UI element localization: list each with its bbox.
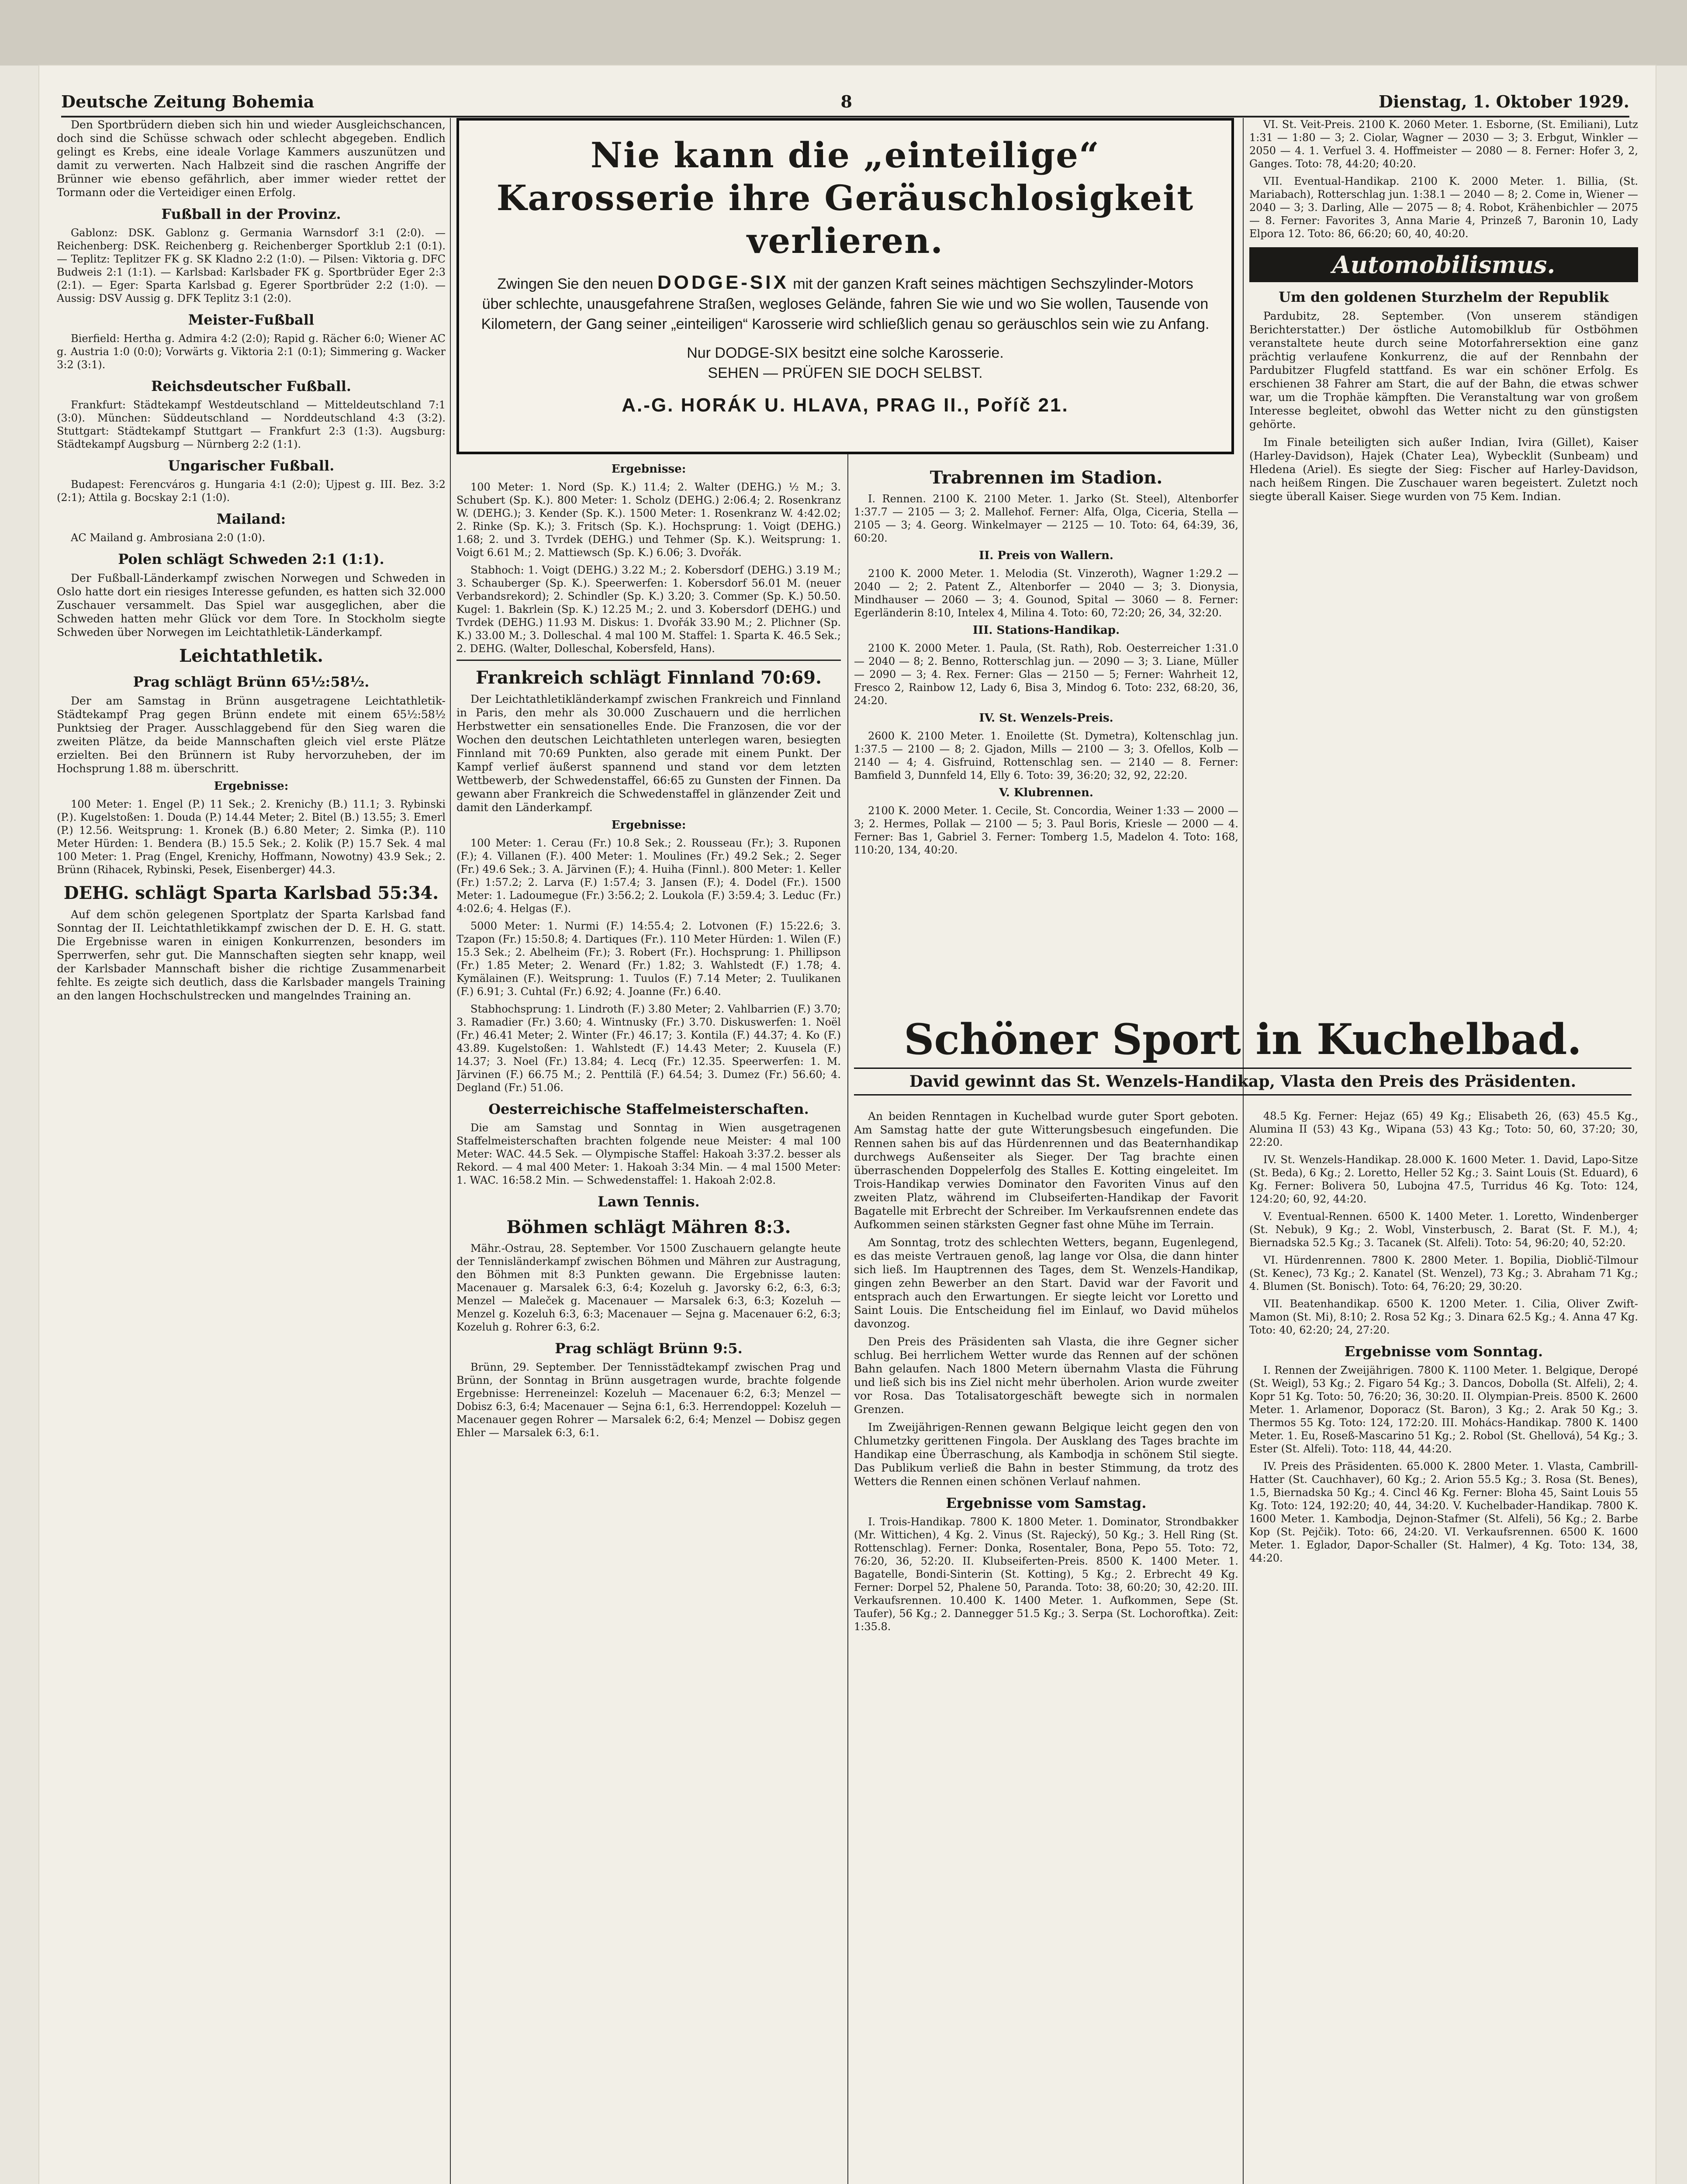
results-paragraph: VII. Eventual-Handikap. 2100 K. 2000 Meter. 1. Billia, (St. Mariabach), Rotterschlag jun. 1:38.1 — 2040 — 8; 2. Come in, Wiener — 2040 — 3; 3. Darling, Alle — 2075 — 8; 4. Robot, Krähenbichler — 2075 — 8. Ferner: Favorites 3, Anna Marie 4, Prinzeß 7, Baronin 10, Lady Elpora 12. Toto: 86, 66:20; 60, 40, 40:20. [1249, 175, 1638, 240]
results-paragraph: IV. St. Wenzels-Handikap. 28.000 K. 1600 Meter. 1. David, Lapo-Sitze (St. Beda), 6 Kg.; 2. Loretto, Heller 52 Kg.; 3. Saint Louis (St. Eduard), 6 Kg. Ferner: Bolivera 50, Lubojna 47.5, Turridus 46 Kg. Toto: 124, 124:20; 60, 92, 44:20. [1249, 1154, 1638, 1205]
article-paragraph: Der Leichtathletikländerkampf zwischen Frankreich und Finnland in Paris, den mehr als 30.000 Zuschauern und die herrlichen Herbstwetter ein sensationelles Ende. Die Franzosen, die vor der Wochen den deutschen Leichtathleten unterlegen waren, besiegten Finnland mit 70:69 Punkten, also gerade mit einem Punkt. Der Kampf verlief äußerst spannend und stand vor dem letzten Wettbewerb, der Schwedenstaffel, 66:65 zu Gunsten der Finnen. Da gewann aber Frankreich die Schwedenstaffel in glänzender Zeit und damit den Länderkampf. [456, 693, 841, 814]
issue-date: Dienstag, 1. Oktober 1929. [1378, 92, 1629, 111]
article-paragraph: Mähr.-Ostrau, 28. September. Vor 1500 Zuschauern gelangte heute der Tennisländerkampf zwischen Böhmen und Mähren zur Austragung, den Böhmen mit 8:3 Punkten gewann. Die Ergebnisse lauten: Macenauer g. Marsalek 6:3, 6:4; Kozeluh g. Javorsky 6:2, 6:3, 6:3; Menzel — Maleček g. Macenauer — Marsalek 6:3, 6:3; Kozeluh — Menzel g. Kozeluh 6:3, 6:3; Macenauer — Sejna g. Macenauer 6:2, 6:3; Kozeluh g. Rohrer 6:3, 6:2. [456, 1242, 841, 1333]
article-paragraph: Pardubitz, 28. September. (Von unserem ständigen Berichterstatter.) Der östliche Automobilklub für Ostböhmen veranstaltete heute durch seine Motorfahrersektion eine ganz prächtig verlaufene Konkurrenz, die auf der Rennbahn der Pardubitzer Flugfeld stattfand. Es war ein schöner Erfolg. Es erschienen 38 Fahrer am Start, die auf der Bahn, die etwas schwer war, um die Trophäe kämpften. Die Veranstaltung war von großem Interesse begleitet, obwohl das Wetter nicht zu den günstigsten gehörte. [1249, 310, 1638, 431]
ad-text: Zwingen Sie den neuen [497, 276, 653, 292]
dodge-advertisement [456, 118, 1234, 454]
column-2 [456, 461, 841, 2184]
article-headline: Oesterreichische Staffelmeisterschaften. [488, 1101, 809, 1117]
page-header [61, 85, 1629, 117]
article-paragraph: Den Preis des Präsidenten sah Vlasta, die ihre Gegner sicher schlug. Bei herrlichem Wetter wurde das Rennen auf der schönen Bahn gelaufen. Nach 1800 Metern übernahm Vlasta die Führung und ließ sich bis ins Ziel nicht mehr überholen. Arion wurde zweiter vor Rosa. Das Totalisatorgeschäft bewegte sich in normalen Grenzen. [854, 1335, 1238, 1416]
results-paragraph: 100 Meter: 1. Nord (Sp. K.) 11.4; 2. Walter (DEHG.) ½ M.; 3. Schubert (Sp. K.). 800 Meter: 1. Scholz (DEHG.) 2:06.4; 2. Rosenkranz W. (DEHG.); 3. Kender (Sp. K.). 1500 Meter: 1. Rosenkranz W. 4:42.02; 2. Rinke (Sp. K.); 3. Fritsch (Sp. K.). Hochsprung: 1. Voigt (DEHG.) 1.68; 2. und 3. Tvrdek (DEHG.) und Tehmer (Sp. K.). Weitsprung: 1. Voigt 6.61 M.; 2. Mattiewsch (Sp. K.) 6.06; 3. Dvořák. [456, 481, 841, 559]
results-paragraph: AC Mailand g. Ambrosiana 2:0 (1:0). [71, 532, 266, 544]
article-paragraph: Im Zweijährigen-Rennen gewann Belgique leicht gegen den von Chlumetzky gerittenen Fingola. Der Ausklang des Tages brachte im Handikap eine Überraschung, als Kambodja in schönem Stil siegte. Das Publikum verließ die Bahn in bester Stimmung, da trotz des Wetters die Rennen einen schönen Verlauf nahmen. [854, 1421, 1238, 1488]
section-heading: Leichtathletik. [179, 646, 324, 666]
column-4-bottom [1249, 1109, 1638, 2184]
results-paragraph: I. Rennen der Zweijährigen. 7800 K. 1100 Meter. 1. Belgique, Deropé (St. Weigl), 53 Kg.; 2. Figaro 54 Kg.; 3. Dancos, Dobolla (St. Alfeli), 2; 4. Kopr 51 Kg. Toto: 50, 76:20; 36, 30:20. II. Olympian-Preis. 8500 K. 2600 Meter. 1. Arlamenor, Doporacz (St. Baron), 3 Kg.; 2. Arak 50 Kg.; 3. Thermos 55 Kg. Toto: 124, 172:20. III. Mohács-Handikap. 7800 K. 1400 Meter. 1. Eu, Roseß-Mascarino 51 Kg.; 2. Robol (St. Ghellová), 54 Kg.; 3. Ester (St. Alfeli). Toto: 118, 44, 44:20. [1249, 1364, 1638, 1455]
page-number: 8 [840, 92, 852, 111]
results-label: Ergebnisse: [214, 780, 289, 793]
article-headline: DEHG. schlägt Sparta Karlsbad 55:34. [63, 883, 439, 903]
section-heading: Reichsdeutscher Fußball. [151, 378, 352, 394]
section-heading: Polen schlägt Schweden 2:1 (1:1). [118, 551, 384, 567]
article-headline: Prag schlägt Brünn 9:5. [555, 1340, 743, 1357]
race-heading: III. Stations-Handikap. [972, 624, 1120, 637]
section-banner: Automobilismus. [1249, 247, 1638, 282]
results-paragraph: Gablonz: DSK. Gablonz g. Germania Warnsdorf 3:1 (2:0). — Reichenberg: DSK. Reichenberg g. Reichenberger Sportklub 2:1 (0:1). — Teplitz: Teplitzer FK g. SK Kladno 2:2 (1:0). — Pilsen: Viktoria g. DFC Budweis 2:1 (1:1). — Karlsbad: Karlsbader FK g. Sportbrüder Eger 2:3 (2:1). — Eger: Sparta Karlsbad g. Egerer Sportbrüder 2:2 (1:0). — Aussig: DSV Aussig g. DFK Teplitz 3:1 (2:0). [57, 227, 446, 304]
results-paragraph: Budapest: Ferencváros g. Hungaria 4:1 (2:0); Ujpest g. III. Bez. 3:2 (2:1); Attila g. Bocskay 2:1 (1:0). [57, 478, 446, 504]
banner-subtitle: David gewinnt das St. Wenzels-Handikap, Vlasta den Preis des Präsidenten. [854, 1068, 1632, 1095]
results-paragraph: 100 Meter: 1. Engel (P.) 11 Sek.; 2. Krenichy (B.) 11.1; 3. Rybinski (P.). Kugelstoßen: 1. Douda (P.) 14.44 Meter; 2. Bitel (B.) 13.55; 3. Emerl (P.) 12.56. Weitsprung: 1. Kronek (B.) 6.80 Meter; 2. Simka (P.). 110 Meter Hürden: 1. Bendera (B.) 15.5 Sek.; 2. Kolik (P.) 15.7 Sek. 4 mal 100 Meter: 1. Prag (Engel, Krenichy, Hoffmann, Nowotny) 43.9 Sek.; 2. Brünn (Rihacek, Rybinski, Pesek, Eisenberger) 44.3. [57, 798, 446, 876]
ad-body [481, 273, 1210, 383]
article-paragraph: An beiden Renntagen in Kuchelbad wurde guter Sport geboten. Am Samstag hatte der gute Witterungsbesuch eingefunden. Die Rennen sahen bis auf das Hürdenrennen und das Beaternhandikap durchwegs Außenseiter als Sieger. Der Tag brachte einen überraschenden Doppelerfolg des Stalles E. Kotting eingeleitet. Im Trois-Handikap verwies Dominator den Favoriten Vinus auf den zweiten Platz, während im Clubseiferten-Handikap der Favorit Bagatelle mit Erbrecht der Schreiber. Im Verkaufsrennen endete das Aufkommen seinen stärksten Gegner fast ohne Mühe im Terrain. [854, 1110, 1238, 1231]
section-heading: Ungarischer Fußball. [168, 457, 335, 474]
article-headline: Um den goldenen Sturzhelm der Republik [1279, 289, 1609, 305]
article-paragraph: Der Fußball-Länderkampf zwischen Norwegen und Schweden in Oslo hatte dort ein riesiges Interesse gefunden, es hatten sich 32.000 Zuschauer versammelt. Das Spiel war ausgeglichen, aber die Schweden hatten mehr Glück vor dem Tore. In Stockholm siegte Schweden über Norwegen im Leichtathletik-Länderkampf. [57, 572, 446, 639]
article-paragraph: Der am Samstag in Brünn ausgetragene Leichtathletik-Städtekampf Prag gegen Brünn endete mit einem 65½:58½ Punktsieg der Prager. Ausschlaggebend für den Sieg waren die zweiten Plätze, da beide Mannschaften gleich viel erste Plätze erzielten. Bei den Brünnern ist Ruby hervorzuheben, der im Hochsprung 1.88 m. überschritt. [57, 695, 446, 775]
newspaper-page [39, 66, 1656, 2184]
column-3-bottom [854, 1109, 1238, 2184]
column-divider [1243, 118, 1244, 2184]
race-heading: V. Klubrennen. [999, 786, 1093, 799]
kuchelbad-banner [854, 1013, 1632, 1095]
results-paragraph: 48.5 Kg. Ferner: Hejaz (65) 49 Kg.; Elisabeth 26, (63) 45.5 Kg., Alumina II (53) 43 Kg., Wipana (53) 43 Kg.; Toto: 50, 60, 37:20; 30, 22:20. [1249, 1110, 1638, 1148]
results-paragraph: VI. Hürdenrennen. 7800 K. 2800 Meter. 1. Bopilia, Dioblič-Tilmour (St. Kenec), 73 Kg.; 2. Kanatel (St. Wenzel), 73 Kg.; 3. Abraham 71 Kg.; 4. Blumen (St. Bonisch). Toto: 64, 76:20; 29, 30:20. [1249, 1254, 1638, 1292]
masthead: Deutsche Zeitung Bohemia [61, 92, 315, 111]
results-paragraph: 2600 K. 2100 Meter. 1. Enoilette (St. Dymetra), Koltenschlag jun. 1:37.5 — 2100 — 8; 2. Gjadon, Mills — 2100 — 3; 3. Ofellos, Kolb — 2140 — 4; 4. Gisfruind, Rottenschlag sen. — 2140 — 8. Ferner: Bamfield 3, Dunnfeld 14, Elly 6. Toto: 39, 36:20; 32, 92, 22:20. [854, 730, 1238, 781]
ad-line: SEHEN — PRÜFEN SIE DOCH SELBST. [708, 365, 983, 381]
article-paragraph: Den Sportbrüdern dieben sich hin und wieder Ausgleichschancen, doch sind die Schüsse schwach oder schlecht abgegeben. Endlich gelingt es Krebs, eine ideale Vorlage Kammers auszunützen und damit zu verwerten. Nach Halbzeit sind die raschen Angriffe der Brünner wie ebenso gefährlich, aber immer wieder rettet der Tormann oder die Verteidiger einen Erfolg. [57, 118, 446, 199]
ad-brand: DODGE-SIX [657, 272, 789, 293]
race-heading: IV. St. Wenzels-Preis. [979, 712, 1113, 725]
section-heading: Mailand: [216, 511, 286, 527]
results-paragraph: Frankfurt: Städtekampf Westdeutschland — Mitteldeutschland 7:1 (3:0). München: Süddeutschland — Norddeutschland 4:3 (3:2). Stuttgart: Städtekampf Stuttgart — Frankfurt 2:3 (1:3). Augsburg: Städtekampf Augsburg — Nürnberg 2:2 (1:1). [57, 399, 446, 450]
results-label: Ergebnisse: [611, 819, 686, 832]
ad-headline: Nie kann die „einteilige“ Karosserie ihre Geräuschlosigkeit verlieren. [496, 135, 1194, 261]
results-label: Ergebnisse: [611, 463, 686, 476]
ad-dealer: A.-G. HORÁK U. HLAVA, PRAG II., Poříč 21. [622, 394, 1069, 416]
article-headline: Böhmen schlägt Mähren 8:3. [506, 1217, 791, 1237]
results-paragraph: Stabhoch: 1. Voigt (DEHG.) 3.22 M.; 2. Kobersdorf (DEHG.) 3.19 M.; 3. Schauberger (Sp. K.). Speerwerfen: 1. Kobersdorf 56.01 M. (neuer Verbandsrekord); 2. Schindler (Sp. K.) 3.20; 3. Commer (Sp. K.) 50.50. Kugel: 1. Bakrlein (Sp. K.) 12.25 M.; 2. und 3. Kobersdorf (DEHG.) und Tvrdek (DEHG.) 11.93 M. Diskus: 1. Dvořák 33.90 M.; 2. Plichner (Sp. K.) 33.00 M.; 3. Dolleschal. 4 mal 100 M. Staffel: 1. Sparta K. 46.5 Sek.; 2. DEHG. (Walter, Dolleschal, Kobersfeld, Hans). [456, 564, 841, 655]
results-paragraph: 100 Meter: 1. Cerau (Fr.) 10.8 Sek.; 2. Rousseau (Fr.); 3. Ruponen (F.); 4. Villanen (F.). 400 Meter: 1. Moulines (Fr.) 49.2 Sek.; 2. Seger (Fr.) 49.6 Sek.; 3. A. Järvinen (F.); 4. Huiha (Finnl.). 800 Meter: 1. Keller (Fr.) 1:57.2; 2. Larva (F.) 1:57.4; 3. Jansen (F.); 4. Dodel (Fr.). 1500 Meter: 1. Ladoumegue (Fr.) 3:56.2; 2. Loukola (F.) 3:59.4; 3. Leduc (Fr.) 4:02.6; 4. Helgas (F.). [456, 837, 841, 915]
section-heading: Fußball in der Provinz. [161, 206, 341, 222]
scan-margin [0, 0, 1687, 66]
article-paragraph: Auf dem schön gelegenen Sportplatz der Sparta Karlsbad fand Sonntag der II. Leichtathletikkampf zwischen der D. E. H. G. statt. Die Ergebnisse waren in einigen Konkurrenzen, besonders im Sperrwerfen, sehr gut. Die Mannschaften siegten sehr knapp, weil der Karlsbader Mannschaft bisher die richtige Zusammenarbeit fehlte. Es zeigte sich deutlich, dass die Karlsbader mangels Training an den langen Hochschulstrecken und mangelndes Training an. [57, 908, 446, 1002]
section-heading: Lawn Tennis. [598, 1193, 700, 1210]
separator [456, 660, 841, 661]
results-paragraph: 2100 K. 2000 Meter. 1. Cecile, St. Concordia, Weiner 1:33 — 2000 — 3; 2. Hermes, Pollak — 2100 — 5; 3. Paul Boris, Kriesle — 2000 — 4. Ferner: Bas 1, Gabriel 3. Ferner: Tomberg 1.5, Madelon 4. Toto: 168, 110:20, 134, 40:20. [854, 805, 1238, 856]
results-paragraph: V. Eventual-Rennen. 6500 K. 1400 Meter. 1. Loretto, Windenberger (St. Nebuk), 9 Kg.; 2. Wobl, Vinsterbusch, 2. Barat (St. F. M.), 4; Biernadska 52.5 Kg.; 3. Tacanek (St. Alfeli). Toto: 54, 96:20; 40, 52:20. [1249, 1210, 1638, 1249]
section-heading: Ergebnisse vom Samstag. [946, 1495, 1147, 1511]
article-headline: Trabrennen im Stadion. [930, 467, 1163, 488]
results-paragraph: I. Trois-Handikap. 7800 K. 1800 Meter. 1. Dominator, Strondbakker (Mr. Wittichen), 4 Kg. 2. Vinus (St. Rajecký), 50 Kg.; 3. Hell Ring (St. Rottenschlag). Ferner: Donka, Rosentaler, Bona, Pepo 55. Toto: 72, 76:20, 36, 52:20. II. Klubseiferten-Preis. 8500 K. 1400 Meter. 1. Bagatelle, Bondi-Sinterin (St. Kotting), 5 Kg.; 2. Erbrecht 49 Kg. Ferner: Dorpel 52, Phalene 50, Paranda. Toto: 38, 60:20; 30, 42:20. III. Verkaufsrennen. 10.400 K. 1400 Meter. 1. Aufkommen, Sepe (St. Taufer), 56 Kg.; 2. Dannegger 51.5 Kg.; 3. Serpa (St. Lochoroftka). Zeit: 1:35.8. [854, 1516, 1238, 1633]
section-heading: Meister-Fußball [188, 311, 315, 328]
banner-title: Schöner Sport in Kuchelbad. [904, 1015, 1582, 1064]
ad-text: mit der ganzen Kraft seines mächtigen Sechszylinder-Motors über schlechte, unausgefahrene Straßen, wegloses Gelände, fahren Sie wie und wo Sie wollen, Tausende von Kilometern, der Gang seiner „einteiligen“ Karosserie wird schließlich genau so geräuschlos sein wie zu Anfang. [481, 276, 1210, 332]
results-paragraph: Stabhochsprung: 1. Lindroth (F.) 3.80 Meter; 2. Vahlbarrien (F.) 3.70; 3. Ramadier (Fr.) 3.60; 4. Wintnusky (Fr.) 3.70. Diskuswerfen: 1. Noël (Fr.) 46.41 Meter; 2. Winter (Fr.) 46.17; 3. Kontila (F.) 44.37; 4. Ko (F.) 43.89. Kugelstoßen: 1. Wahlstedt (F.) 14.43 Meter; 2. Kuusela (F.) 14.37; 3. Noel (Fr.) 13.84; 4. Lecq (Fr.) 12.35. Speerwerfen: 1. M. Järvinen (F.) 66.75 M.; 2. Penttilä (F.) 64.54; 3. Dumez (Fr.) 56.60; 4. Degland (Fr.) 51.06. [456, 1003, 841, 1094]
results-paragraph: Bierfield: Hertha g. Admira 4:2 (2:0); Rapid g. Rächer 6:0; Wiener AC g. Austria 1:0 (0:0); Vorwärts g. Viktoria 2:1 (0:1); Simmering g. Wacker 3:2 (3:1). [57, 332, 446, 371]
results-paragraph: VI. St. Veit-Preis. 2100 K. 2060 Meter. 1. Esborne, (St. Emiliani), Lutz 1:31 — 1:80 — 3; 2. Ciolar, Wagner — 2030 — 3; 3. Erbgut, Winkler — 2050 — 4. 1. Verfuel 3. 4. Hoffmeister — 2080 — 8. Ferner: Hofer 3, 2, Ganges. Toto: 78, 44:20; 40:20. [1249, 118, 1638, 170]
results-paragraph: VII. Beatenhandikap. 6500 K. 1200 Meter. 1. Cilia, Oliver Zwift-Mamon (St. Mi), 8:10; 2. Rosa 52 Kg.; 3. Dinara 62.5 Kg.; 4. Anna 47 Kg. Toto: 40, 62:20; 24, 27:20. [1249, 1298, 1638, 1336]
results-paragraph: I. Rennen. 2100 K. 2100 Meter. 1. Jarko (St. Steel), Altenborfer 1:37.7 — 2105 — 3; 2. Mallehof. Ferner: Alfa, Olga, Ciceria, Stella — 2105 — 3; 4. Georg. Winkelmayer — 2125 — 10. Toto: 64, 64:39, 36, 60:20. [854, 493, 1238, 544]
article-paragraph: Im Finale beteiligten sich außer Indian, Ivira (Gillet), Kaiser (Harley-Davidson), Hajek (Chater Lea), Wybecklit (Sunbeam) und Hledena (Ariel). Es siegte der Sieg: Fischer auf Harley-Davidson, nach heißem Ringen. Die Zuschauer waren begeistert. Zuletzt noch siegte überall Kaiser. Siege wurden von 75 Kem. Indian. [1249, 436, 1638, 503]
results-paragraph: 2100 K. 2000 Meter. 1. Melodia (St. Vinzeroth), Wagner 1:29.2 — 2040 — 2; 2. Patent Z., Altenborfer — 2040 — 3; 3. Dionysia, Mindhauser — 2060 — 3; 4. Gounod, Spital — 3060 — 8. Ferner: Egerländerin 8:10, Intelex 4, Milina 4. Toto: 60, 72:20; 26, 34, 32:20. [854, 567, 1238, 619]
column-4-top [1249, 118, 1638, 1005]
article-headline: Frankreich schlägt Finnland 70:69. [476, 667, 822, 688]
ad-line: Nur DODGE-SIX besitzt eine solche Karosserie. [687, 345, 1004, 361]
results-paragraph: 5000 Meter: 1. Nurmi (F.) 14:55.4; 2. Lotvonen (F.) 15:22.6; 3. Tzapon (Fr.) 15:50.8; 4. Dartiques (Fr.). 110 Meter Hürden: 1. Wilen (F.) 15.3 Sek.; 2. Abelheim (Fr.); 3. Robert (Fr.). Hochsprung: 1. Phillipson (Fr.) 1.85 Meter; 2. Wenard (Fr.) 1.82; 3. Wahlstedt (F.) 1.78; 4. Kymälainen (F.). Weitsprung: 1. Tuulos (F.) 7.14 Meter; 2. Tuulikanen (F.) 6.91; 3. Cuhtal (Fr.) 6.92; 4. Joanne (Fr.) 6.40. [456, 920, 841, 998]
results-paragraph: IV. Preis des Präsidenten. 65.000 K. 2800 Meter. 1. Vlasta, Cambrill-Hatter (St. Cauchhaver), 60 Kg.; 2. Arion 55.5 Kg.; 3. Rosa (St. Benes), 1.5, Biernadska 50 Kg.; 4. Cincl 46 Kg. Ferner: Bloha 45, Saint Louis 55 Kg. Toto: 124, 192:20; 40, 44, 34:20. V. Kuchelbader-Handikap. 7800 K. 1600 Meter. 1. Kambodja, Dejnon-Stafmer (St. Alfeli), 56 Kg.; 2. Barbe Kop (St. Pejčik). Toto: 66, 24:20. VI. Verkaufsrennen. 6500 K. 1600 Meter. 1. Eglador, Dapor-Schaller (St. Halmer), 4 Kg. Toto: 134, 38, 44:20. [1249, 1460, 1638, 1564]
article-headline: Prag schlägt Brünn 65½:58½. [133, 674, 370, 690]
column-1 [57, 118, 446, 2184]
results-paragraph: 2100 K. 2000 Meter. 1. Paula, (St. Rath), Rob. Oesterreicher 1:31.0 — 2040 — 8; 2. Benno, Rotterschlag jun. — 2090 — 3; 3. Liane, Müller — 2090 — 3; 4. Rex. Ferner: Glas — 2150 — 5; Ferner: Wahrheit 12, Fresco 2, Rainbow 12, Lady 6, Bisa 3, Mindog 6. Toto: 232, 68:20, 36, 24:20. [854, 642, 1238, 707]
race-heading: II. Preis von Wallern. [979, 549, 1113, 562]
article-paragraph: Am Sonntag, trotz des schlechten Wetters, begann, Eugenlegend, es das meiste Vertrauen genoß, lag lange vor Olsa, die dann hinter sich ließ. Im Hauptrennen des Tages, dem St. Wenzels-Handikap, gingen zehn Bewerber an den Start. David war der Favorit und entsprach auch den Erwartungen. Er siegte leicht vor Loretto und Saint Louis. Die Entscheidung fiel im Einlauf, wo David mühelos davonzog. [854, 1236, 1238, 1330]
section-heading: Ergebnisse vom Sonntag. [1344, 1343, 1543, 1360]
article-paragraph: Die am Samstag und Sonntag in Wien ausgetragenen Staffelmeisterschaften brachten folgende neue Meister: 4 mal 100 Meter: WAC. 44.5 Sek. — Olympische Staffel: Hakoah 3:37.2. besser als Rekord. — 4 mal 400 Meter: 1. Hakoah 3:34 Min. — 4 mal 1500 Meter: 1. WAC. 16:58.2 Min. — Schwedenstaffel: 1. Hakoah 2:02.8. [456, 1122, 841, 1186]
column-divider [450, 118, 451, 2184]
column-3-top [854, 461, 1238, 1007]
article-paragraph: Brünn, 29. September. Der Tennisstädtekampf zwischen Prag und Brünn, der Sonntag in Brünn ausgetragen wurde, brachte folgende Ergebnisse: Herreneinzel: Kozeluh — Macenauer 6:2, 6:3; Menzel — Dobisz 6:3, 6:4; Macenauer — Sejna 6:1, 6:3. Herrendoppel: Kozeluh — Macenauer gegen Rohrer — Marsalek 6:2, 6:4; Menzel — Dobisz gegen Ehler — Marsalek 6:3, 6:1. [456, 1361, 841, 1439]
